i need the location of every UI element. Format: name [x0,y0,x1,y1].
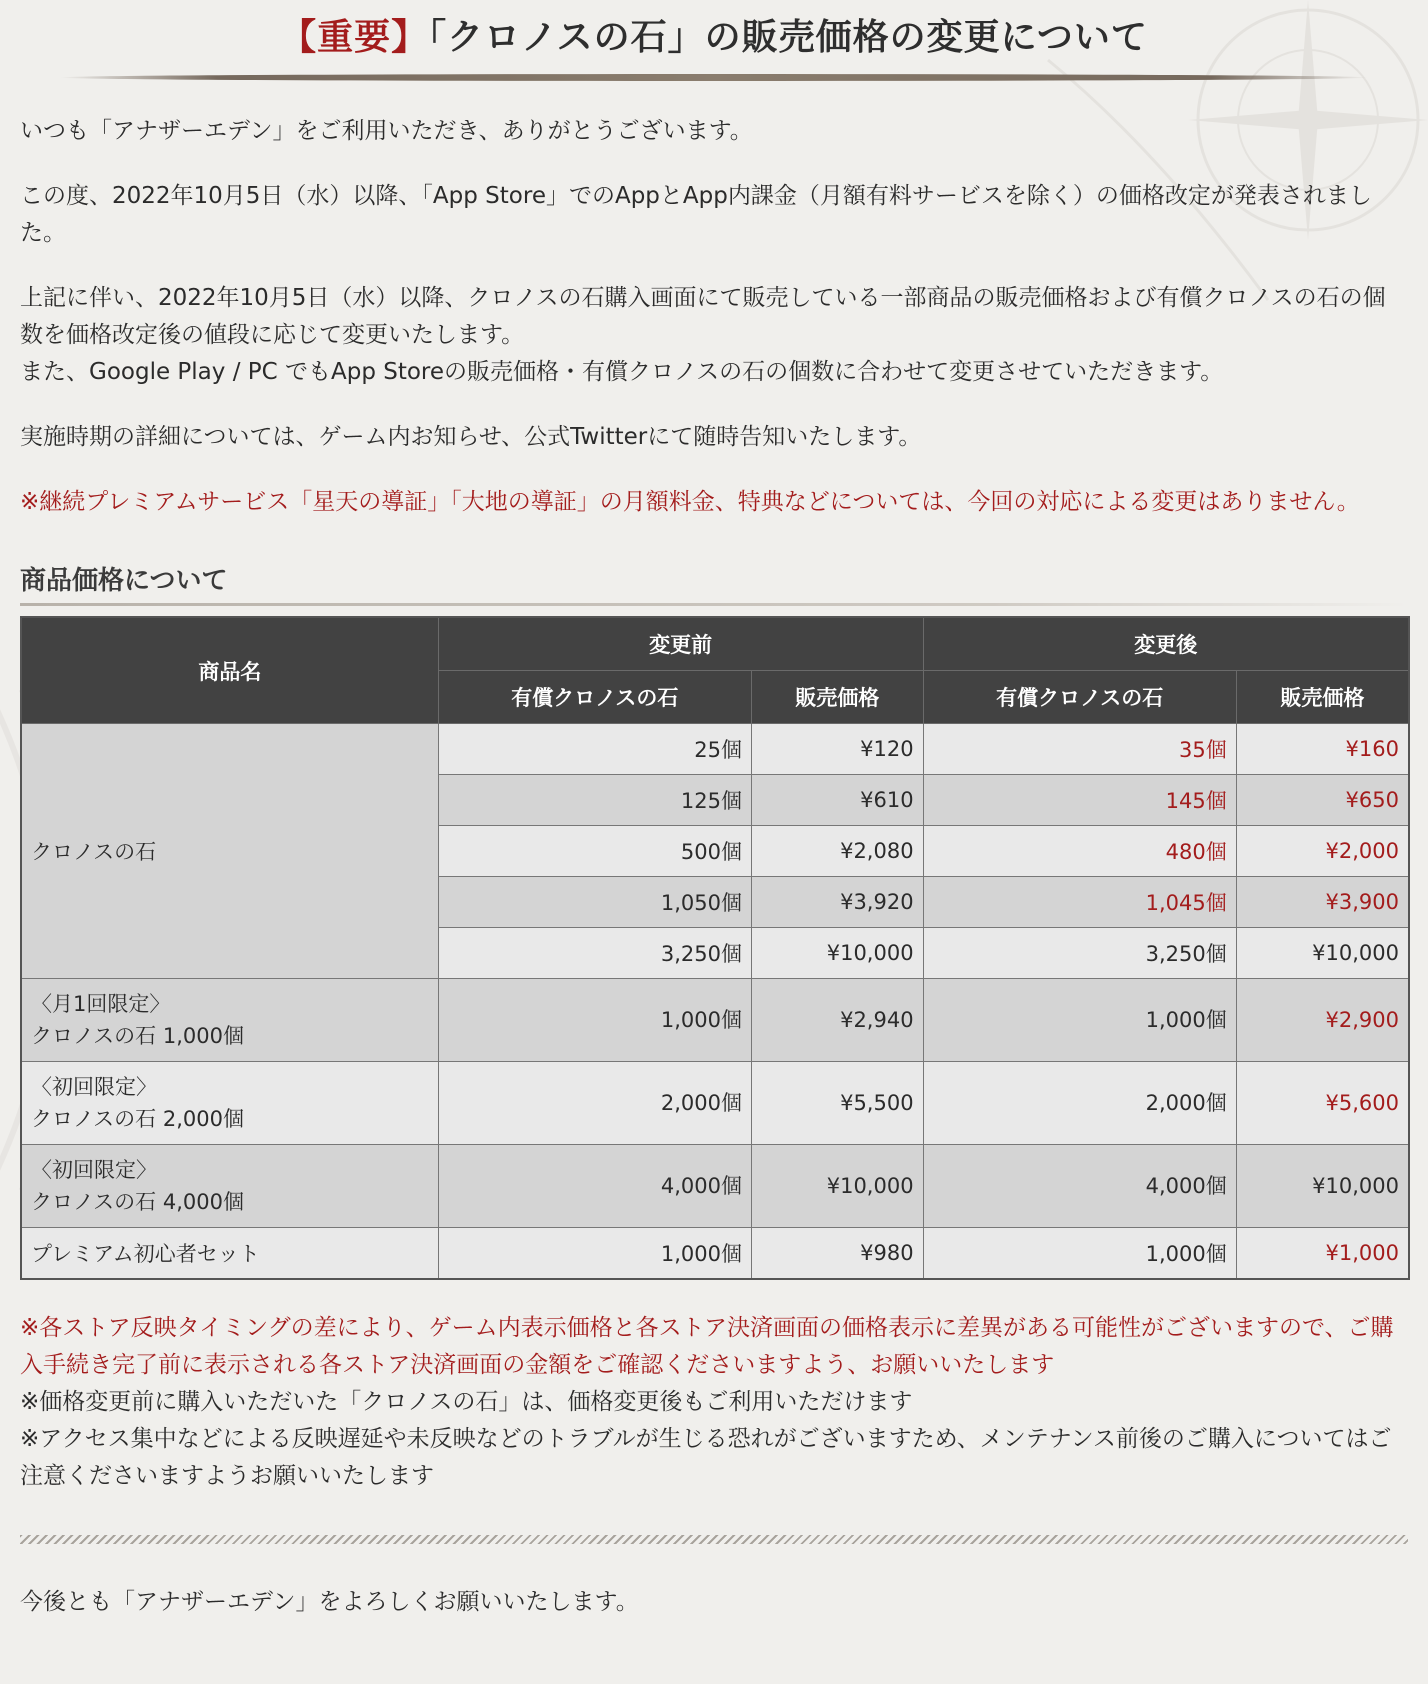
title-text: 「クロノスの石」の販売価格の変更について [428,17,1148,58]
product-limit-label: 〈初回限定〉 [31,1158,157,1182]
greeting-text: いつも「アナザーエデン」をご利用いただき、ありがとうございます。 [20,118,753,144]
prior-purchase-note: ※価格変更前に購入いただいた「クロノスの石」は、価格変更後もご利用いただけます [20,1389,913,1415]
product-name-cell [21,1062,438,1145]
before-price-cell: ¥980 [751,1228,923,1280]
before-price-cell: ¥610 [751,775,923,826]
before-stones-cell: 1,000個 [438,979,751,1062]
product-name-label: クロノスの石 2,000個 [31,1107,244,1131]
after-price-cell: ¥3,900 [1236,877,1409,928]
after-stones-cell: 1,000個 [923,1228,1236,1280]
store-change-text: この度、2022年10月5日（水）以降、「App Store」でのAppとApp内課金（月額有料サービスを除く）の価格改定が発表されました。 [20,183,1372,246]
page-title [20,0,1408,74]
access-note: ※アクセス集中などによる反映遅延や未反映などのトラブルが生じる恐れがございますため、メンテナンス前後のご購入についてはご注意くださいますようお願いいたします [20,1426,1392,1489]
after-stones-cell: 35個 [923,724,1236,775]
header-before: 変更前 [438,617,923,671]
title-divider [60,74,1368,81]
hatched-divider [20,1535,1408,1544]
product-name-cell: プレミアム初心者セット [21,1228,438,1280]
table-header-row [21,617,1409,671]
after-stones-cell: 1,000個 [923,979,1236,1062]
after-price-cell: ¥1,000 [1236,1228,1409,1280]
timing-note: ※各ストア反映タイミングの差により、ゲーム内表示価格と各ストア決済画面の価格表示に差異がある可能性がございますので、ご購入手続き完了前に表示される各ストア決済画面の金額をご確認くださいますよう、お願いいたします [20,1315,1394,1378]
before-price-cell: ¥10,000 [751,928,923,979]
after-price-cell: ¥160 [1236,724,1409,775]
after-price-cell: ¥10,000 [1236,928,1409,979]
section-divider [20,603,1408,606]
header-before-stones: 有償クロノスの石 [438,671,751,724]
premium-note-text: ※継続プレミアムサービス「星天の導証」「大地の導証」の月額料金、特典などについては、今回の対応による変更はありません。 [20,489,1360,515]
after-stones-cell: 3,250個 [923,928,1236,979]
important-tag: 【重要】 [280,17,429,58]
after-stones-cell: 1,045個 [923,877,1236,928]
product-name-cell [21,979,438,1062]
header-before-price: 販売価格 [751,671,923,724]
after-stones-cell: 4,000個 [923,1145,1236,1228]
after-stones-cell: 145個 [923,775,1236,826]
table-row [21,724,1409,775]
product-name-label: クロノスの石 1,000個 [31,1024,244,1048]
schedule-text: 実施時期の詳細については、ゲーム内お知らせ、公式Twitterにて随時告知いたします。 [20,424,922,450]
before-stones-cell: 25個 [438,724,751,775]
after-price-cell: ¥5,600 [1236,1062,1409,1145]
header-after-stones: 有償クロノスの石 [923,671,1236,724]
after-price-cell: ¥10,000 [1236,1145,1409,1228]
after-price-cell: ¥2,000 [1236,826,1409,877]
table-row [21,1228,1409,1280]
table-row [21,979,1409,1062]
before-price-cell: ¥2,940 [751,979,923,1062]
after-price-cell: ¥650 [1236,775,1409,826]
before-price-cell: ¥10,000 [751,1145,923,1228]
before-stones-cell: 125個 [438,775,751,826]
before-stones-cell: 1,050個 [438,877,751,928]
price-change-text: 上記に伴い、2022年10月5日（水）以降、クロノスの石購入画面にて販売している一部商品の販売価格および有償クロノスの石の個数を価格改定後の値段に応じて変更いたします。 [20,285,1386,348]
after-stones-cell: 480個 [923,826,1236,877]
header-after: 変更後 [923,617,1409,671]
after-price-cell: ¥2,900 [1236,979,1409,1062]
before-stones-cell: 500個 [438,826,751,877]
before-price-cell: ¥3,920 [751,877,923,928]
before-price-cell: ¥120 [751,724,923,775]
product-name-cell: クロノスの石 [21,724,438,979]
product-name-label: クロノスの石 4,000個 [31,1190,244,1214]
other-platform-text: また、Google Play / PC でもApp Storeの販売価格・有償クロノスの石の個数に合わせて変更させていただきます。 [20,359,1224,385]
section-title: 商品価格について [20,566,228,596]
closing-text: 今後とも「アナザーエデン」をよろしくお願いいたします。 [20,1589,639,1615]
header-after-price: 販売価格 [1236,671,1409,724]
header-product-name: 商品名 [21,617,438,724]
before-stones-cell: 3,250個 [438,928,751,979]
before-price-cell: ¥2,080 [751,826,923,877]
table-row [21,1062,1409,1145]
product-limit-label: 〈初回限定〉 [31,1075,157,1099]
table-row [21,1145,1409,1228]
before-stones-cell: 1,000個 [438,1228,751,1280]
product-limit-label: 〈月1回限定〉 [31,992,171,1016]
before-stones-cell: 4,000個 [438,1145,751,1228]
notes-block [20,1310,1408,1495]
before-stones-cell: 2,000個 [438,1062,751,1145]
product-name-cell [21,1145,438,1228]
after-stones-cell: 2,000個 [923,1062,1236,1145]
price-table [20,616,1410,1280]
before-price-cell: ¥5,500 [751,1062,923,1145]
